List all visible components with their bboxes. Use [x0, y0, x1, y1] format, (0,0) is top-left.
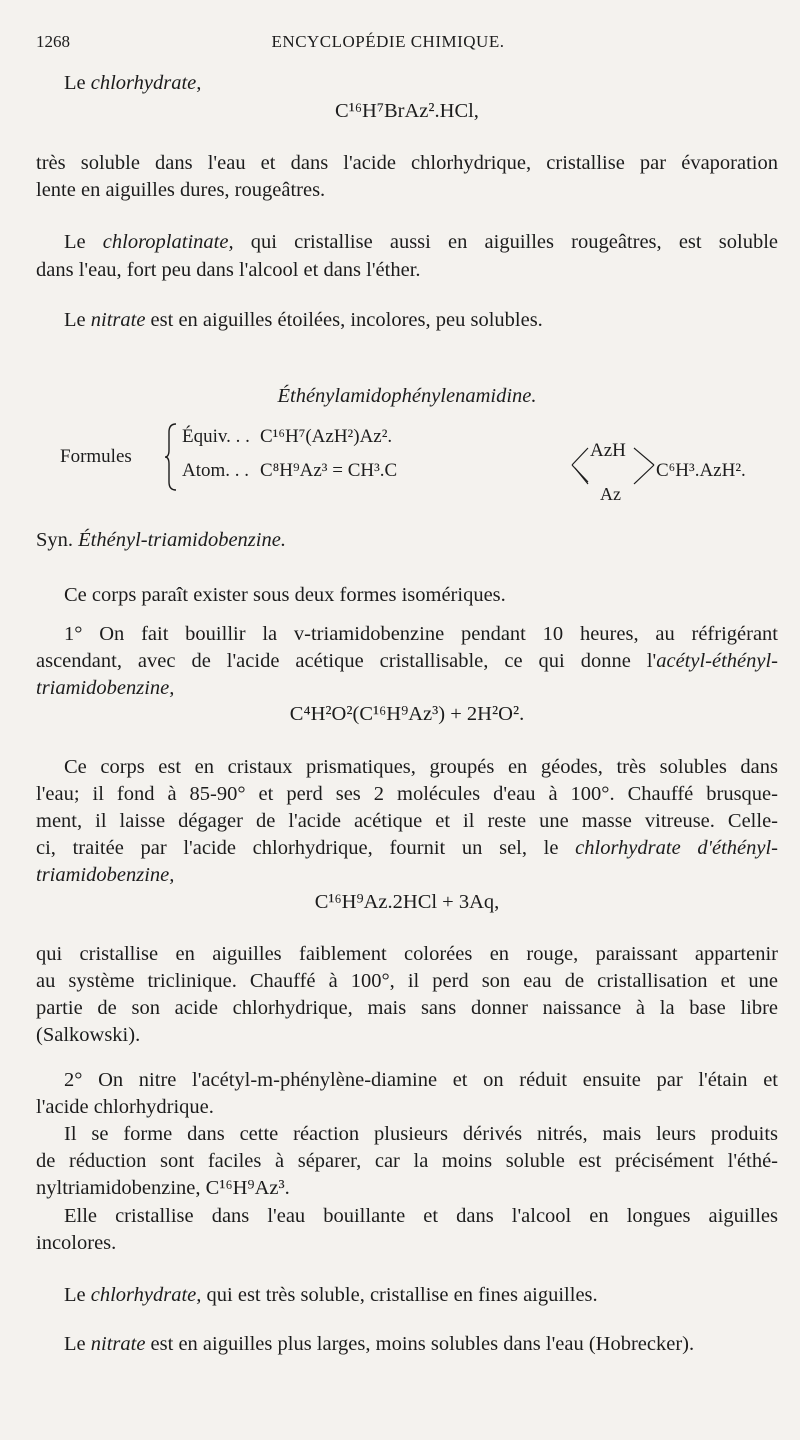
line-rest: qui cristallise aussi en aiguilles rougeâtres, est soluble — [233, 231, 778, 253]
paragraph-chlorhydrate-2 — [36, 1282, 778, 1309]
paragraph-line: partie de son acide chlorhydrique, mais sans donner naissance à la base libre — [36, 997, 778, 1019]
bond-lines-icon — [570, 442, 590, 488]
synonym-line — [36, 527, 778, 554]
paragraph-line: nyltriamidobenzine, C¹⁶H⁹Az³. — [36, 1177, 290, 1199]
atom-right-group: C⁶H³.AzH². — [656, 460, 746, 481]
atom-bottom-group: Az — [600, 484, 621, 504]
label-text: Syn. — [36, 529, 79, 551]
paragraph-line: (Salkowski). — [36, 1024, 141, 1046]
term: acétyl-éthényl- — [656, 650, 778, 672]
term: triamidobenzine, — [36, 677, 175, 699]
paragraph-nitrate-2 — [36, 1331, 778, 1358]
term: chlorhydrate, — [90, 72, 202, 94]
paragraph-line: de réduction sont faciles à séparer, car la moins soluble est précisément l'éthé- — [36, 1150, 778, 1172]
line-rest: est en aiguilles étoilées, incolores, peu solubles. — [145, 309, 543, 331]
paragraph-line: dans l'eau, fort peu dans l'alcool et dans l'éther. — [36, 259, 421, 281]
label-text: Le — [64, 309, 91, 331]
page-number: 1268 — [36, 32, 70, 51]
paragraph-line: ment, il laisse dégager de l'acide acétique et il reste une masse vitreuse. Celle- — [36, 810, 778, 832]
formula-chlorhydrate-triamido: C¹⁶H⁹Az.2HCl + 3Aq, — [314, 891, 500, 913]
paragraph-line: incolores. — [36, 1232, 117, 1254]
paragraph-line: Ce corps paraît exister sous deux formes isomériques. — [64, 584, 506, 606]
label-text: Le — [64, 1333, 91, 1355]
brace-icon — [164, 422, 178, 492]
paragraph-line — [36, 835, 778, 862]
term: nitrate — [90, 1333, 146, 1355]
paragraph-line — [36, 862, 778, 889]
paragraph-line: l'eau; il fond à 85-90° et perd ses 2 molécules d'eau à 100°. Chauffé brusque- — [36, 783, 778, 805]
atom-formula: C⁸H⁹Az³ = CH³.C — [260, 460, 398, 481]
line-text: ci, traitée par l'acide chlorhydrique, fournit un sel, le — [36, 837, 576, 859]
section-title: Éthénylamidophénylenamidine. — [277, 385, 537, 407]
paragraph-line: 2° On nitre l'acétyl-m-phénylène-diamine et on réduit ensuite par l'étain et — [64, 1069, 778, 1091]
paragraph-line — [36, 675, 778, 702]
running-title: ENCYCLOPÉDIE CHIMIQUE. — [271, 32, 505, 51]
paragraph-line: Elle cristallise dans l'eau bouillante et dans l'alcool en longues aiguilles — [64, 1205, 778, 1227]
label-text: Le — [64, 72, 91, 94]
atom-label: Atom. . . — [182, 460, 250, 481]
term: chlorhydrate d'éthényl- — [575, 837, 779, 859]
paragraph-line: Il se forme dans cette réaction plusieurs dérivés nitrés, mais leurs produits — [64, 1123, 778, 1145]
line-rest: qui est très soluble, cristallise en fines aiguilles. — [201, 1284, 598, 1306]
paragraph-chlorhydrate-label — [36, 70, 778, 97]
paragraph-line: très soluble dans l'eau et dans l'acide chlorhydrique, cristallise par évaporation — [36, 152, 778, 174]
line-rest: est en aiguilles plus larges, moins solubles dans l'eau (Hobrecker). — [145, 1333, 695, 1355]
paragraph-line: 1° On fait bouillir la v-triamidobenzine pendant 10 heures, au réfrigérant — [64, 623, 778, 645]
term: nitrate — [90, 309, 146, 331]
term: chloroplatinate, — [102, 231, 234, 253]
paragraph-line: Ce corps est en cristaux prismatiques, groupés en géodes, très solubles dans — [64, 756, 778, 778]
equiv-label: Équiv. . . — [182, 426, 250, 447]
bond-lines-right-icon — [632, 442, 656, 488]
term: Éthényl-triamidobenzine. — [78, 529, 286, 551]
paragraph-chloroplatinate — [36, 229, 778, 256]
label-text: Le — [64, 1284, 91, 1306]
line-text: ascendant, avec de l'acide acétique cristallisable, ce qui donne l' — [36, 650, 657, 672]
formula-chlorhydrate: C¹⁶H⁷BrAz².HCl, — [335, 100, 479, 122]
formulae-label: Formules — [60, 446, 132, 467]
equiv-formula: C¹⁶H⁷(AzH²)Az². — [260, 426, 393, 447]
term: chlorhydrate, — [90, 1284, 202, 1306]
paragraph-line — [36, 648, 778, 675]
paragraph-line: l'acide chlorhydrique. — [36, 1096, 214, 1118]
paragraph-line: au système triclinique. Chauffé à 100°, il perd son eau de cristallisation et une — [36, 970, 778, 992]
formula-row-equiv — [182, 426, 392, 448]
paragraph-line: lente en aiguilles dures, rougeâtres. — [36, 179, 326, 201]
page-header — [36, 32, 740, 54]
paragraph-nitrate — [36, 307, 778, 334]
formulae-block — [60, 420, 760, 510]
term: triamidobenzine, — [36, 864, 175, 886]
paragraph-line: qui cristallise en aiguilles faiblement colorées en rouge, paraissant appartenir — [36, 943, 778, 965]
formula-row-atom — [182, 460, 397, 482]
atom-top-group: AzH — [590, 440, 626, 461]
label-text: Le — [64, 231, 103, 253]
formula-acetyl: C⁴H²O²(C¹⁶H⁹Az³) + 2H²O². — [289, 703, 525, 725]
